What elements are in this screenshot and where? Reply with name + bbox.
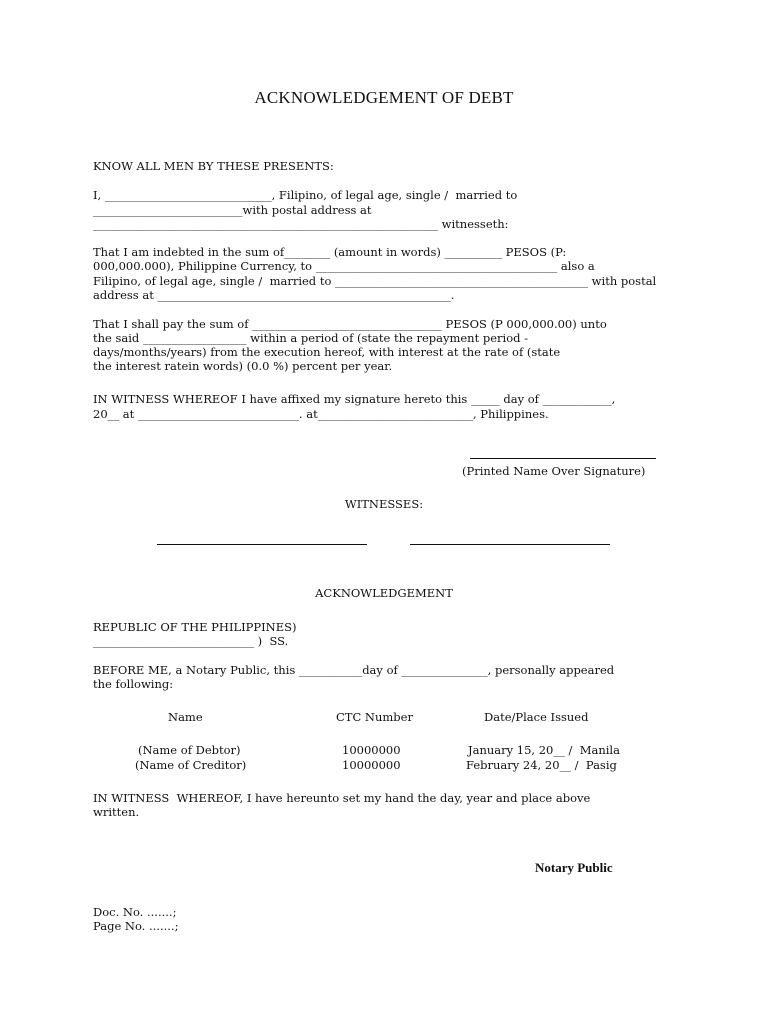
payment-paragraph-line-2: the said __________________ within a period of (state the repayment period - [93, 331, 529, 345]
doc-no: Doc. No. .......; [93, 905, 177, 919]
witness-paragraph-line-1: IN WITNESS WHEREOF I have affixed my signature hereto this _____ day of ____________, [93, 392, 616, 406]
page-no: Page No. .......; [93, 919, 179, 933]
republic-line: REPUBLIC OF THE PHILIPPINES) [93, 620, 297, 634]
debt-paragraph-line-1: That I am indebted in the sum of________ (amount in words) __________ PESOS (P: [93, 245, 567, 259]
notary-public-label: Notary Public [535, 860, 613, 875]
witnesses-heading: WITNESSES: [344, 497, 424, 511]
party-paragraph-line-2: __________________________with postal address at [93, 203, 372, 217]
before-me-line-2: the following: [93, 677, 174, 691]
party-paragraph-line-3: ____________________________________________________________ witnesseth: [93, 217, 509, 231]
payment-paragraph-line-1: That I shall pay the sum of _________________________________ PESOS (P 000,000.00) unto [93, 317, 607, 331]
table-cell-date-place: January 15, 20__ / Manila [468, 743, 620, 757]
payment-paragraph-line-3: days/months/years) from the execution hereof, with interest at the rate of (state [93, 345, 561, 359]
table-header-ctc: CTC Number [336, 710, 413, 724]
document-title: ACKNOWLEDGEMENT OF DEBT [254, 88, 514, 107]
table-header-name: Name [168, 710, 203, 724]
table-cell-ctc: 10000000 [342, 758, 401, 772]
debtor-signature-line [470, 458, 656, 459]
witness-signature-line-2 [410, 544, 610, 545]
table-header-date-place: Date/Place Issued [484, 710, 589, 724]
ss-line: ____________________________ ) SS. [93, 634, 289, 648]
table-cell-name: (Name of Creditor) [135, 758, 247, 772]
intro-line: KNOW ALL MEN BY THESE PRESENTS: [93, 159, 334, 173]
table-cell-ctc: 10000000 [342, 743, 401, 757]
witness-paragraph-line-2: 20__ at ____________________________. at___________________________, Philippines. [93, 407, 549, 421]
debt-paragraph-line-4: address at ___________________________________________________. [93, 288, 455, 302]
before-me-line-1: BEFORE ME, a Notary Public, this ___________day of _______________, personally appeared [93, 663, 615, 677]
party-paragraph-line-1: I, _____________________________, Filipino, of legal age, single / married to [93, 188, 518, 202]
debt-paragraph-line-2: 000,000.000), Philippine Currency, to __________________________________________ also a [93, 259, 595, 273]
table-cell-name: (Name of Debtor) [138, 743, 241, 757]
table-cell-date-place: February 24, 20__ / Pasig [466, 758, 617, 772]
witness-signature-line-1 [157, 544, 367, 545]
debt-paragraph-line-3: Filipino, of legal age, single / married to ____________________________________________ with postal [93, 274, 657, 288]
payment-paragraph-line-4: the interest ratein words) (0.0 %) percent per year. [93, 359, 393, 373]
signature-caption: (Printed Name Over Signature) [462, 464, 646, 478]
acknowledgement-heading: ACKNOWLEDGEMENT [315, 586, 453, 600]
closing-line-1: IN WITNESS WHEREOF, I have hereunto set my hand the day, year and place above [93, 791, 591, 805]
closing-line-2: written. [93, 805, 140, 819]
